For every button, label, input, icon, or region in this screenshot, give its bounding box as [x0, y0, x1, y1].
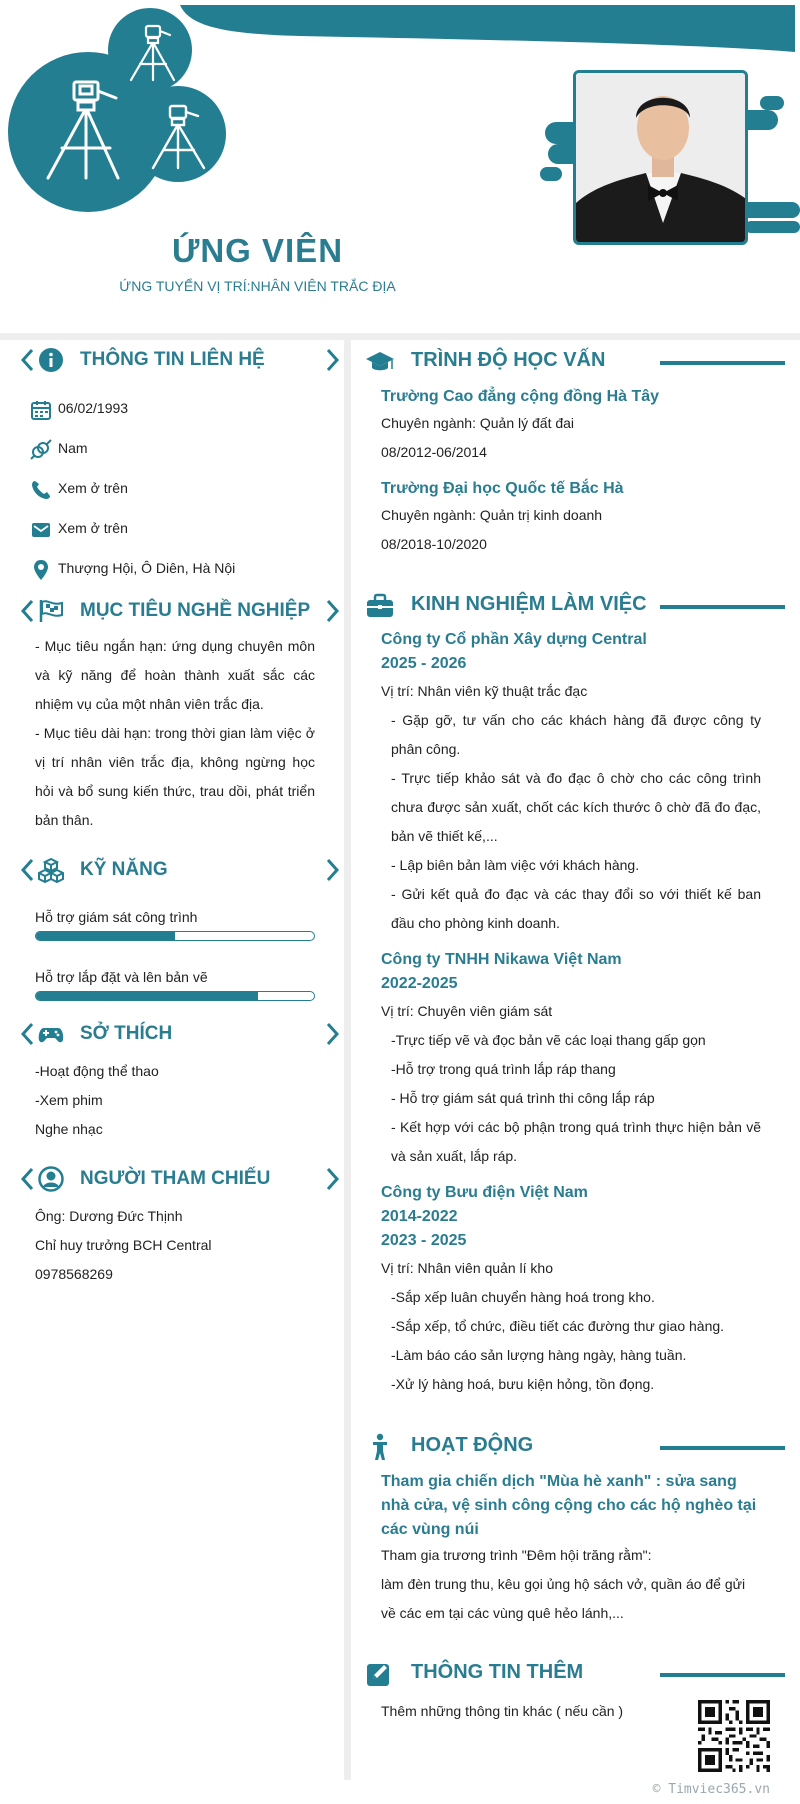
email-icon	[30, 519, 52, 541]
objective-title: MỤC TIÊU NGHỀ NGHIỆP	[80, 600, 311, 621]
graduation-cap-icon	[365, 348, 395, 376]
education-school: Trường Cao đẳng cộng đồng Hà Tây	[381, 388, 660, 405]
skill-level-fill	[36, 992, 258, 1000]
gender-icon	[30, 439, 52, 461]
candidate-photo	[573, 70, 748, 245]
hobby-item: Nghe nhạc	[35, 1121, 103, 1137]
contact-section-title	[20, 345, 340, 375]
surveying-tripod-medium-icon	[148, 104, 208, 170]
education-period: 08/2012-06/2014	[381, 444, 487, 460]
job-task: -Sắp xếp luân chuyển hàng hoá trong kho.	[391, 1289, 655, 1305]
job-task: -Sắp xếp, tổ chức, điều tiết các đường thư giao hàng.	[391, 1318, 725, 1334]
hobby-item: -Xem phim	[35, 1092, 103, 1108]
job-task: -Hỗ trợ trong quá trình lắp ráp thang	[391, 1061, 616, 1077]
job-company: Công ty TNHH Nikawa Việt Nam	[381, 951, 622, 968]
skill-name: Hỗ trợ lắp đặt và lên bản vẽ	[35, 969, 208, 985]
job-role: Vị trí: Chuyên viên giám sát	[381, 1003, 553, 1019]
activities-title: HOẠT ĐỘNG	[411, 1434, 534, 1456]
chevron-left-icon	[20, 858, 34, 882]
phone-icon	[30, 479, 52, 501]
job-task: - Hỗ trợ giám sát quá trình thi công lắp ráp	[391, 1090, 655, 1106]
user-circle-icon	[38, 1166, 64, 1192]
job-company: Công ty Cổ phần Xây dựng Central	[381, 631, 647, 648]
extra-title: THÔNG TIN THÊM	[411, 1661, 584, 1683]
contact-phone	[30, 477, 330, 501]
job-task: - Gửi kết quả đo đạc và các thay đổi so với thiết kế ban đầu cho phòng kinh doanh.	[391, 886, 761, 931]
job-period: 2022-2025	[381, 975, 458, 992]
deco-pill	[745, 221, 800, 233]
surveying-tripod-small-icon	[126, 24, 178, 82]
experience-title: KINH NGHIỆM LÀM VIỆC	[411, 593, 647, 615]
contact-address	[30, 557, 330, 581]
deco-pill	[760, 96, 784, 110]
education-section-title	[365, 346, 785, 378]
surveying-tripod-icon	[40, 78, 120, 184]
objective-long-term: - Mục tiêu dài hạn: trong thời gian làm việc ở vị trí nhân viên trắc địa, không ngừng học hỏi và bổ sung kiến thức, trau dồi, phát triển bản thân.	[35, 725, 315, 828]
deco-pill	[540, 167, 562, 181]
education-title: TRÌNH ĐỘ HỌC VẤN	[411, 349, 606, 371]
skill-level-bar	[35, 931, 315, 941]
contact-title: THÔNG TIN LIÊN HỆ	[80, 349, 265, 370]
education-major: Chuyên ngành: Quản lý đất đai	[381, 415, 575, 431]
job-task: - Kết hợp với các bộ phận trong quá trình thực hiện bản vẽ và sản xuất, lắp ráp.	[391, 1119, 761, 1164]
chevron-left-icon	[20, 1167, 34, 1191]
header-divider	[0, 333, 800, 340]
activity-line: Tham gia trương trình "Đêm hội trăng rằm":	[381, 1547, 652, 1563]
phone-value: Xem ở trên	[58, 480, 128, 496]
candidate-name: ỨNG VIÊN	[171, 232, 344, 269]
hobbies-title: SỞ THÍCH	[80, 1023, 173, 1044]
candidate-position: ỨNG TUYỂN VỊ TRÍ:NHÂN VIÊN TRẮC ĐỊA	[119, 278, 396, 294]
job-period: 2014-2022	[381, 1208, 458, 1225]
skills-section-title	[20, 855, 340, 885]
job-period: 2023 - 2025	[381, 1232, 467, 1249]
flag-icon	[38, 598, 64, 624]
job-task: - Gặp gỡ, tư vấn cho các khách hàng đã được công ty phân công.	[391, 712, 761, 757]
watermark: © Timviec365.vn	[652, 1782, 770, 1797]
extra-section-title	[365, 1658, 785, 1690]
contact-gender	[30, 437, 330, 461]
section-rule	[660, 605, 785, 609]
column-divider	[344, 340, 351, 1780]
activities-section-title	[365, 1431, 785, 1463]
hobbies-section-title	[20, 1019, 340, 1049]
chevron-right-icon	[326, 1167, 340, 1191]
address-value: Thượng Hội, Ô Diên, Hà Nội	[58, 560, 236, 576]
activity-line: làm đèn trung thu, kêu gọi ủng hộ sách vở, quần áo để gửi về các em tại các vùng quê hẻo lánh,...	[381, 1576, 746, 1621]
reference-phone: 0978568269	[35, 1266, 113, 1282]
birthday-value: 06/02/1993	[58, 400, 129, 416]
cubes-icon	[38, 857, 64, 883]
chevron-right-icon	[326, 1022, 340, 1046]
objective-short-term: - Mục tiêu ngắn hạn: ứng dụng chuyên môn và kỹ năng để hoàn thành xuất sắc các nhiệm vụ của một nhân viên trắc địa.	[35, 638, 315, 712]
experience-section-title	[365, 590, 785, 622]
extra-text: Thêm những thông tin khác ( nếu cần )	[381, 1703, 624, 1719]
gamepad-icon	[38, 1021, 64, 1047]
chevron-right-icon	[326, 348, 340, 372]
chevron-right-icon	[326, 858, 340, 882]
skill-level-fill	[36, 932, 175, 940]
edit-icon	[365, 1660, 395, 1688]
chevron-left-icon	[20, 1022, 34, 1046]
contact-email	[30, 517, 330, 541]
qr-code	[698, 1700, 770, 1772]
reference-name: Ông: Dương Đức Thịnh	[35, 1208, 183, 1224]
reference-title: NGƯỜI THAM CHIẾU	[80, 1168, 271, 1189]
skill-level-bar	[35, 991, 315, 1001]
job-task: - Lập biên bản làm việc với khách hàng.	[391, 857, 640, 873]
reference-section-title	[20, 1164, 340, 1194]
job-task: - Trực tiếp khảo sát và đo đạc ô chờ cho các công trình chưa được sản xuất, chốt các kích thước ô chờ đã đo đạc, bản vẽ thiết kế,...	[391, 770, 761, 844]
chevron-left-icon	[20, 348, 34, 372]
skill-name: Hỗ trợ giám sát công trình	[35, 909, 198, 925]
gender-value: Nam	[58, 440, 88, 456]
section-rule	[660, 1673, 785, 1677]
skills-title: KỸ NĂNG	[80, 859, 168, 880]
deco-pill	[740, 202, 800, 218]
chevron-right-icon	[326, 599, 340, 623]
section-rule	[660, 1446, 785, 1450]
education-major: Chuyên ngành: Quản trị kinh doanh	[381, 507, 603, 523]
education-school: Trường Đại học Quốc tế Bắc Hà	[381, 480, 624, 497]
job-company: Công ty Bưu điện Việt Nam	[381, 1184, 588, 1201]
map-pin-icon	[30, 559, 52, 581]
job-role: Vị trí: Nhân viên kỹ thuật trắc đạc	[381, 683, 588, 699]
activity-heading: Tham gia chiến dịch "Mùa hè xanh" : sửa sang nhà cửa, vệ sinh công cộng cho các hộ nghèo tại các vùng núi	[381, 1473, 757, 1538]
section-rule	[660, 361, 785, 365]
education-period: 08/2018-10/2020	[381, 536, 487, 552]
job-period: 2025 - 2026	[381, 655, 467, 672]
job-task: -Làm báo cáo sản lượng hàng ngày, hàng tuần.	[391, 1347, 687, 1363]
job-role: Vị trí: Nhân viên quản lí kho	[381, 1260, 553, 1276]
job-task: -Xử lý hàng hoá, bưu kiện hỏng, tồn đọng.	[391, 1376, 655, 1392]
calendar-icon	[30, 399, 52, 421]
reference-role: Chỉ huy trưởng BCH Central	[35, 1237, 212, 1253]
contact-birthday	[30, 397, 330, 421]
chevron-left-icon	[20, 599, 34, 623]
portrait-image	[576, 73, 748, 245]
person-icon	[365, 1433, 395, 1461]
job-task: -Trực tiếp vẽ và đọc bản vẽ các loại thang gấp gọn	[391, 1032, 706, 1048]
info-icon	[38, 347, 64, 373]
email-value: Xem ở trên	[58, 520, 128, 536]
hobby-item: -Hoạt động thể thao	[35, 1063, 159, 1079]
briefcase-icon	[365, 592, 395, 620]
objective-section-title	[20, 596, 340, 626]
